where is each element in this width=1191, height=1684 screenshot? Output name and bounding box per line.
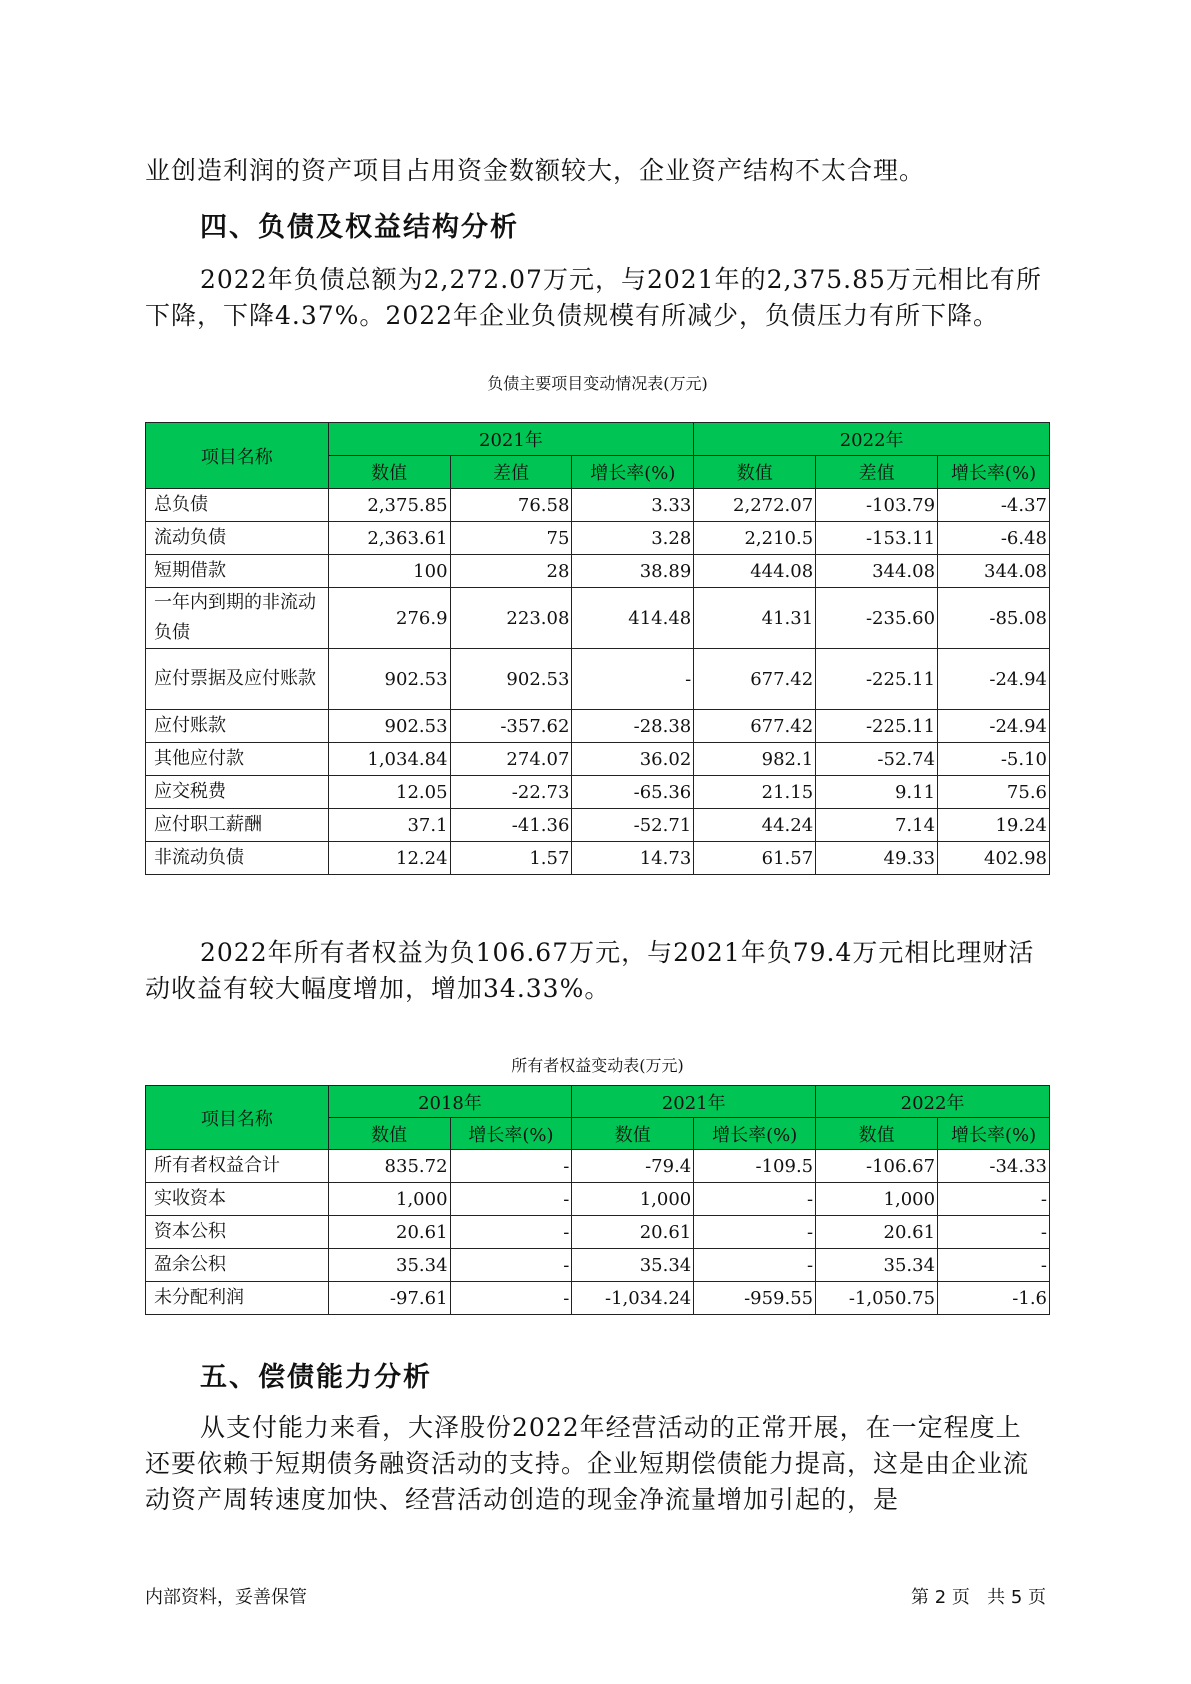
liabilities-table [145,422,1050,875]
table-row [146,776,1050,809]
table-cell: -235.60 [816,588,938,649]
table-cell: 677.42 [694,649,816,710]
table1-subheader: 增长率(%) [572,456,694,489]
row-label: 应付账款 [146,710,329,743]
row-label: 所有者权益合计 [146,1150,329,1183]
table-cell: - [450,1282,572,1315]
table-cell: - [938,1216,1050,1249]
table-row [146,743,1050,776]
table-cell: 75.6 [938,776,1050,809]
table-cell: -52.74 [816,743,938,776]
table2-subheader: 增长率(%) [694,1118,816,1150]
table-cell: 402.98 [938,842,1050,875]
table-cell: 44.24 [694,809,816,842]
table2-year-2021: 2021年 [572,1086,816,1118]
row-label: 应付职工薪酬 [146,809,329,842]
table-cell: 2,210.5 [694,522,816,555]
table-cell: -1,034.24 [572,1282,694,1315]
table-cell: -103.79 [816,489,938,522]
table-cell: -22.73 [450,776,572,809]
table1-subheader: 差值 [816,456,938,489]
row-label: 总负债 [146,489,329,522]
table-cell: - [450,1249,572,1282]
row-label: 应付票据及应付账款 [146,649,329,710]
table1-item-header: 项目名称 [146,423,329,489]
table-cell: -153.11 [816,522,938,555]
row-label: 短期借款 [146,555,329,588]
row-label: 盈余公积 [146,1249,329,1282]
table-cell: 14.73 [572,842,694,875]
table-cell: 9.11 [816,776,938,809]
table-cell: -4.37 [938,489,1050,522]
table-cell: 38.89 [572,555,694,588]
table2-year-2022: 2022年 [816,1086,1050,1118]
table-cell: - [938,1249,1050,1282]
table-row [146,842,1050,875]
table-cell: - [694,1183,816,1216]
row-label: 资本公积 [146,1216,329,1249]
table-cell: -1,050.75 [816,1282,938,1315]
footer-confidential-note: 内部资料，妥善保管 [145,1587,307,1608]
table-cell: -357.62 [450,710,572,743]
table-cell: 902.53 [328,710,450,743]
table-row [146,1282,1050,1315]
table-cell: 36.02 [572,743,694,776]
table-cell: - [450,1150,572,1183]
table-cell: 21.15 [694,776,816,809]
table-cell: 1,034.84 [328,743,450,776]
table1-year-2021: 2021年 [328,423,694,456]
row-label: 其他应付款 [146,743,329,776]
table-cell: 902.53 [450,649,572,710]
table2-year-2018: 2018年 [328,1086,572,1118]
row-label: 非流动负债 [146,842,329,875]
table-row [146,710,1050,743]
table-cell: -41.36 [450,809,572,842]
table-cell: 677.42 [694,710,816,743]
section5-heading: 五、偿债能力分析 [200,1362,432,1393]
table2-body [146,1150,1050,1315]
table-cell: 20.61 [816,1216,938,1249]
table-cell: -97.61 [328,1282,450,1315]
table-cell: - [694,1249,816,1282]
row-label: 实收资本 [146,1183,329,1216]
table-cell: 35.34 [572,1249,694,1282]
table2-subheader: 增长率(%) [450,1118,572,1150]
table-row [146,1216,1050,1249]
table-row [146,1150,1050,1183]
table-cell: -225.11 [816,710,938,743]
table-cell: 61.57 [694,842,816,875]
table2-subheader: 数值 [572,1118,694,1150]
table-cell: - [450,1183,572,1216]
table-cell: 344.08 [938,555,1050,588]
section4-paragraph-2: 2022年所有者权益为负106.67万元，与2021年负79.4万元相比理财活动收益有较大幅度增加，增加34.33%。 [145,938,1035,1003]
table-cell: 76.58 [450,489,572,522]
table2-item-header: 项目名称 [146,1086,329,1150]
table-cell: 274.07 [450,743,572,776]
table-cell: 1,000 [816,1183,938,1216]
table-cell: 3.28 [572,522,694,555]
table2-subheader: 数值 [328,1118,450,1150]
table-row [146,522,1050,555]
table-cell: 982.1 [694,743,816,776]
table-cell: -5.10 [938,743,1050,776]
row-label: 流动负债 [146,522,329,555]
table-cell: -24.94 [938,649,1050,710]
table-cell: 344.08 [816,555,938,588]
table-cell: 2,363.61 [328,522,450,555]
table-cell: 902.53 [328,649,450,710]
table-cell: - [938,1183,1050,1216]
row-label: 一年内到期的非流动负债 [146,588,329,649]
table-cell: 35.34 [816,1249,938,1282]
table-cell: -28.38 [572,710,694,743]
table1-subheader: 差值 [450,456,572,489]
table-cell: 12.05 [328,776,450,809]
table-cell: 414.48 [572,588,694,649]
table-cell: 7.14 [816,809,938,842]
table-cell: - [572,649,694,710]
table-cell: -34.33 [938,1150,1050,1183]
table1-subheader: 数值 [694,456,816,489]
table-cell: 223.08 [450,588,572,649]
table-cell: 100 [328,555,450,588]
table-cell: -24.94 [938,710,1050,743]
table-cell: -225.11 [816,649,938,710]
table-cell: -52.71 [572,809,694,842]
section5-paragraph-1: 从支付能力来看，大泽股份2022年经营活动的正常开展，在一定程度上还要依赖于短期债务融资活动的支持。企业短期偿债能力提高，这是由企业流动资产周转速度加快、经营活动创造的现金净流量增加引起的，是 [145,1413,1030,1514]
section4-heading: 四、负债及权益结构分析 [200,212,519,243]
table-cell: 49.33 [816,842,938,875]
table-cell: -106.67 [816,1150,938,1183]
table-cell: 1,000 [572,1183,694,1216]
table-cell: 37.1 [328,809,450,842]
table-cell: 835.72 [328,1150,450,1183]
table-cell: 28 [450,555,572,588]
table-cell: 19.24 [938,809,1050,842]
table-cell: -85.08 [938,588,1050,649]
table-cell: 2,375.85 [328,489,450,522]
table-cell: 75 [450,522,572,555]
table-row [146,1249,1050,1282]
table-cell: 444.08 [694,555,816,588]
table-cell: - [450,1216,572,1249]
table-row [146,555,1050,588]
table-cell: -1.6 [938,1282,1050,1315]
table-cell: -109.5 [694,1150,816,1183]
table-cell: 12.24 [328,842,450,875]
table-cell: -79.4 [572,1150,694,1183]
table-cell: - [694,1216,816,1249]
table-row [146,1183,1050,1216]
table-row [146,489,1050,522]
table-cell: -6.48 [938,522,1050,555]
table1-body [146,489,1050,875]
table-cell: 276.9 [328,588,450,649]
table1-caption: 负债主要项目变动情况表(万元) [487,374,708,393]
table1-subheader: 增长率(%) [938,456,1050,489]
row-label: 未分配利润 [146,1282,329,1315]
table-cell: -65.36 [572,776,694,809]
table-cell: 35.34 [328,1249,450,1282]
table2-subheader: 数值 [816,1118,938,1150]
table-cell: 20.61 [572,1216,694,1249]
table-cell: 3.33 [572,489,694,522]
intro-line: 业创造利润的资产项目占用资金数额较大，企业资产结构不太合理。 [145,156,926,185]
table-cell: 1,000 [328,1183,450,1216]
table-cell: 20.61 [328,1216,450,1249]
table1-subheader: 数值 [328,456,450,489]
table2-subheader: 增长率(%) [938,1118,1050,1150]
table-cell: 41.31 [694,588,816,649]
row-label: 应交税费 [146,776,329,809]
table-cell: 1.57 [450,842,572,875]
table-row [146,649,1050,710]
table2-caption: 所有者权益变动表(万元) [511,1056,684,1075]
section4-paragraph-1: 2022年负债总额为2,272.07万元，与2021年的2,375.85万元相比有所下降，下降4.37%。2022年企业负债规模有所减少，负债压力有所下降。 [145,265,1042,330]
table-row [146,809,1050,842]
equity-table [145,1085,1050,1315]
table1-year-2022: 2022年 [694,423,1050,456]
table-cell: 2,272.07 [694,489,816,522]
table-cell: -959.55 [694,1282,816,1315]
table-row [146,588,1050,649]
footer-page-number: 第 2 页 共 5 页 [911,1587,1046,1608]
